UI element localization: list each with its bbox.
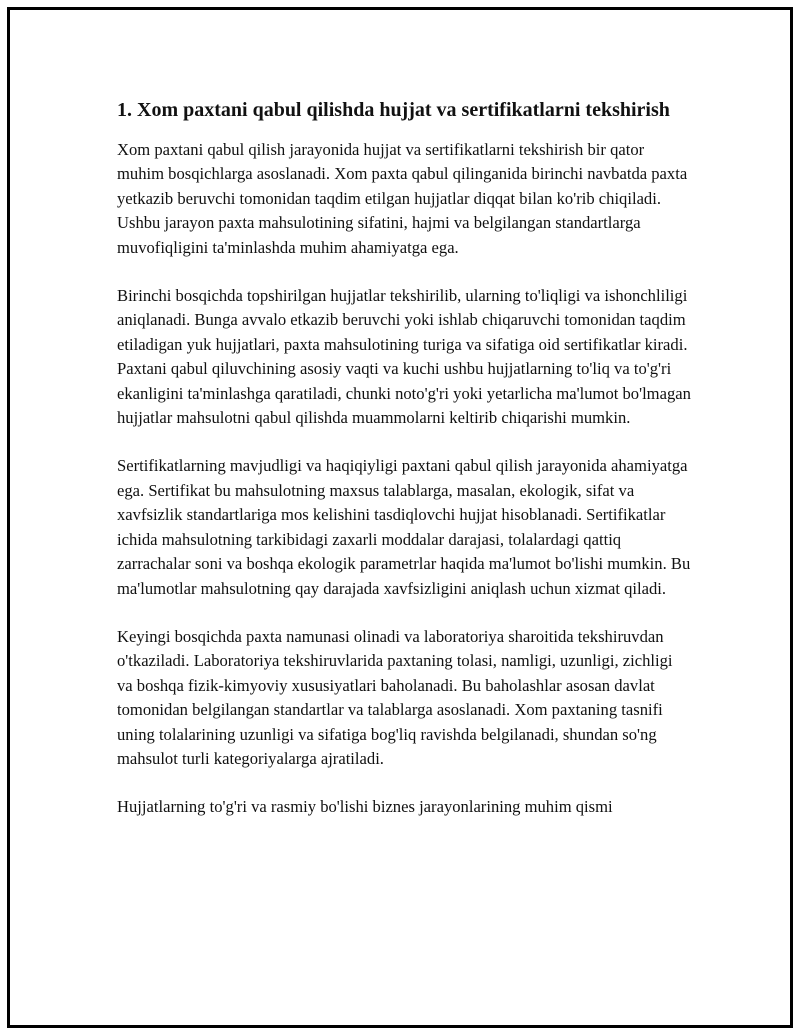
- paragraph-1: Xom paxtani qabul qilish jarayonida hujjat va sertifikatlarni tekshirish bir qator muhim bosqichlarga asoslanadi. Xom paxta qabul qilinganida birinchi navbatda paxta yetkazib beruvchi tomonidan taqdim etilgan hujjatlar diqqat bilan ko'rib chiqiladi. Ushbu jarayon paxta mahsulotining sifatini, hajmi va belgilangan standartlarga muvofiqligini ta'minlashda muhim ahamiyatga ega.: [117, 140, 688, 257]
- paragraph-3: Sertifikatlarning mavjudligi va haqiqiyligi paxtani qabul qilish jarayonida ahamiyatga ega. Sertifikat bu mahsulotning maxsus talablarga, masalan, ekologik, sifat va xavfsizlik standartlariga mos kelishini tasdiqlovchi hujjat hisoblanadi. Sertifikatlar ichida mahsulotning tarkibidagi zaxarli moddalar darajasi, tolalardagi qattiq zarrachalar soni va boshqa ekologik parametrlar haqida ma'lumot bo'lishi mumkin. Bu ma'lumotlar mahsulotning qay darajada xavfsizligini aniqlash uchun xizmat qiladi.: [117, 456, 691, 598]
- document-body: [117, 96, 692, 844]
- paragraph-5: Hujjatlarning to'g'ri va rasmiy bo'lishi biznes jarayonlarining muhim qismi: [117, 797, 613, 817]
- paragraph-4: Keyingi bosqichda paxta namunasi olinadi va laboratoriya sharoitida tekshiruvdan o'tkaziladi. Laboratoriya tekshiruvlarida paxtaning tolasi, namligi, uzunligi, zichligi va boshqa fizik-kimyoviy xususiyatlari baholanadi. Bu baholashlar asosan davlat tomonidan belgilangan standartlar va talablarga asoslanadi. Xom paxtaning tasnifi uning tolalarining uzunligi va sifatiga bog'liq ravishda belgilanadi, shundan so'ng mahsulot turli kategoriyalarga ajratiladi.: [117, 626, 673, 768]
- paragraph-2: Birinchi bosqichda topshirilgan hujjatlar tekshirilib, ularning to'liqligi va ishonchliligi aniqlanadi. Bunga avvalo etkazib beruvchi yoki ishlab chiqaruvchi tomonidan taqdim etiladigan yuk hujjatlari, paxta mahsulotining turiga va sifatiga oid sertifikatlar kiradi. Paxtani qabul qiluvchining asosiy vaqti va kuchi ushbu hujjatlarning to'liq va to'g'ri ekanligini ta'minlashga qaratiladi, chunki noto'g'ri yoki yetarlicha ma'lumot bo'lmagan hujjatlar mahsulotni qabul qilishda muammolarni keltirib chiqarishi mumkin.: [117, 286, 691, 428]
- section-heading: 1. Xom paxtani qabul qilishda hujjat va sertifikatlarni tekshirish: [117, 99, 670, 121]
